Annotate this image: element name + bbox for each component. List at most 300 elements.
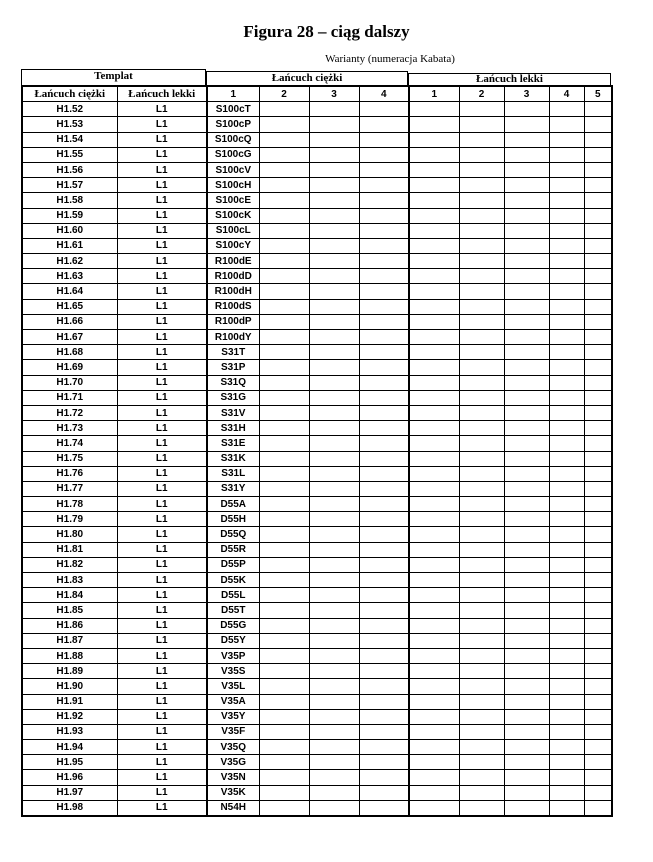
table-row [22, 117, 612, 132]
table-row [22, 694, 612, 709]
empty-variant-cell [259, 117, 309, 132]
empty-variant-cell [584, 208, 612, 223]
template-group-label: Templat [94, 70, 133, 82]
empty-variant-cell [504, 451, 549, 466]
empty-variant-cell [409, 557, 459, 572]
empty-variant-cell [504, 390, 549, 405]
empty-variant-cell [504, 360, 549, 375]
heavy-variant-1-cell: S31H [207, 421, 259, 436]
empty-variant-cell [584, 360, 612, 375]
empty-variant-cell [309, 740, 359, 755]
empty-variant-cell [584, 162, 612, 177]
empty-variant-cell [584, 299, 612, 314]
empty-variant-cell [549, 679, 584, 694]
empty-variant-cell [459, 436, 504, 451]
heavy-chain-template-cell: H1.53 [22, 117, 117, 132]
empty-variant-cell [504, 269, 549, 284]
table-row [22, 679, 612, 694]
empty-variant-cell [504, 512, 549, 527]
heavy-chain-template-cell: H1.91 [22, 694, 117, 709]
empty-variant-cell [309, 785, 359, 800]
empty-variant-cell [504, 405, 549, 420]
heavy-variant-1-cell: R100dP [207, 314, 259, 329]
column-header-heavy-2: 2 [259, 86, 309, 102]
empty-variant-cell [259, 481, 309, 496]
empty-variant-cell [259, 193, 309, 208]
empty-variant-cell [259, 132, 309, 147]
light-chain-template-cell: L1 [117, 664, 207, 679]
empty-variant-cell [459, 573, 504, 588]
heavy-chain-template-cell: H1.72 [22, 405, 117, 420]
light-chain-template-cell: L1 [117, 132, 207, 147]
empty-variant-cell [549, 755, 584, 770]
empty-variant-cell [584, 740, 612, 755]
empty-variant-cell [359, 436, 409, 451]
empty-variant-cell [409, 740, 459, 755]
empty-variant-cell [459, 588, 504, 603]
empty-variant-cell [459, 451, 504, 466]
empty-variant-cell [549, 330, 584, 345]
empty-variant-cell [359, 785, 409, 800]
empty-variant-cell [359, 481, 409, 496]
empty-variant-cell [409, 299, 459, 314]
empty-variant-cell [549, 512, 584, 527]
empty-variant-cell [309, 284, 359, 299]
heavy-chain-template-cell: H1.73 [22, 421, 117, 436]
empty-variant-cell [259, 694, 309, 709]
empty-variant-cell [309, 193, 359, 208]
heavy-variant-1-cell: R100dY [207, 330, 259, 345]
empty-variant-cell [359, 527, 409, 542]
empty-variant-cell [549, 117, 584, 132]
empty-variant-cell [309, 345, 359, 360]
empty-variant-cell [309, 648, 359, 663]
heavy-variant-1-cell: S31G [207, 390, 259, 405]
heavy-variant-1-cell: V35F [207, 724, 259, 739]
empty-variant-cell [459, 542, 504, 557]
empty-variant-cell [309, 618, 359, 633]
empty-variant-cell [459, 147, 504, 162]
empty-variant-cell [584, 193, 612, 208]
variants-caption: Warianty (numeracja Kabata) [325, 53, 455, 65]
empty-variant-cell [409, 436, 459, 451]
table-row [22, 542, 612, 557]
empty-variant-cell [359, 178, 409, 193]
empty-variant-cell [309, 208, 359, 223]
empty-variant-cell [584, 481, 612, 496]
empty-variant-cell [504, 223, 549, 238]
empty-variant-cell [409, 497, 459, 512]
empty-variant-cell [459, 664, 504, 679]
empty-variant-cell [504, 770, 549, 785]
table-row [22, 800, 612, 816]
empty-variant-cell [549, 664, 584, 679]
empty-variant-cell [459, 269, 504, 284]
empty-variant-cell [259, 466, 309, 481]
empty-variant-cell [549, 162, 584, 177]
empty-variant-cell [584, 375, 612, 390]
empty-variant-cell [504, 557, 549, 572]
empty-variant-cell [259, 724, 309, 739]
heavy-chain-template-cell: H1.86 [22, 618, 117, 633]
empty-variant-cell [459, 421, 504, 436]
empty-variant-cell [504, 284, 549, 299]
heavy-chain-template-cell: H1.77 [22, 481, 117, 496]
heavy-chain-template-cell: H1.83 [22, 573, 117, 588]
empty-variant-cell [409, 633, 459, 648]
empty-variant-cell [309, 269, 359, 284]
light-chain-template-cell: L1 [117, 390, 207, 405]
table-row [22, 557, 612, 572]
heavy-variant-1-cell: S31E [207, 436, 259, 451]
empty-variant-cell [459, 527, 504, 542]
heavy-variant-1-cell: R100dE [207, 254, 259, 269]
empty-variant-cell [359, 421, 409, 436]
empty-variant-cell [459, 284, 504, 299]
empty-variant-cell [309, 573, 359, 588]
column-header-heavy-4: 4 [359, 86, 409, 102]
heavy-variant-1-cell: D55Q [207, 527, 259, 542]
empty-variant-cell [359, 162, 409, 177]
empty-variant-cell [259, 147, 309, 162]
empty-variant-cell [259, 664, 309, 679]
empty-variant-cell [259, 557, 309, 572]
empty-variant-cell [549, 254, 584, 269]
empty-variant-cell [504, 132, 549, 147]
empty-variant-cell [549, 724, 584, 739]
empty-variant-cell [309, 147, 359, 162]
empty-variant-cell [549, 208, 584, 223]
table-row [22, 724, 612, 739]
empty-variant-cell [409, 481, 459, 496]
empty-variant-cell [504, 345, 549, 360]
empty-variant-cell [459, 132, 504, 147]
empty-variant-cell [549, 284, 584, 299]
heavy-chain-template-cell: H1.70 [22, 375, 117, 390]
empty-variant-cell [459, 633, 504, 648]
heavy-chain-template-cell: H1.64 [22, 284, 117, 299]
heavy-variant-1-cell: D55Y [207, 633, 259, 648]
empty-variant-cell [309, 633, 359, 648]
empty-variant-cell [504, 330, 549, 345]
empty-variant-cell [409, 375, 459, 390]
empty-variant-cell [584, 770, 612, 785]
empty-variant-cell [584, 512, 612, 527]
heavy-chain-template-cell: H1.92 [22, 709, 117, 724]
empty-variant-cell [409, 618, 459, 633]
empty-variant-cell [359, 770, 409, 785]
empty-variant-cell [504, 679, 549, 694]
empty-variant-cell [459, 178, 504, 193]
heavy-chain-template-cell: H1.80 [22, 527, 117, 542]
heavy-variant-1-cell: S100cQ [207, 132, 259, 147]
light-chain-template-cell: L1 [117, 314, 207, 329]
empty-variant-cell [309, 405, 359, 420]
empty-variant-cell [549, 785, 584, 800]
table-row [22, 178, 612, 193]
empty-variant-cell [409, 664, 459, 679]
heavy-chain-template-cell: H1.85 [22, 603, 117, 618]
empty-variant-cell [259, 451, 309, 466]
empty-variant-cell [309, 557, 359, 572]
empty-variant-cell [359, 709, 409, 724]
light-chain-template-cell: L1 [117, 800, 207, 816]
heavy-variant-1-cell: V35L [207, 679, 259, 694]
table-row [22, 436, 612, 451]
empty-variant-cell [359, 223, 409, 238]
empty-variant-cell [359, 330, 409, 345]
empty-variant-cell [459, 405, 504, 420]
empty-variant-cell [504, 664, 549, 679]
empty-variant-cell [409, 330, 459, 345]
light-chain-template-cell: L1 [117, 633, 207, 648]
heavy-chain-template-cell: H1.81 [22, 542, 117, 557]
empty-variant-cell [309, 102, 359, 117]
heavy-variant-1-cell: S31P [207, 360, 259, 375]
empty-variant-cell [584, 132, 612, 147]
empty-variant-cell [504, 542, 549, 557]
empty-variant-cell [549, 633, 584, 648]
light-chain-template-cell: L1 [117, 785, 207, 800]
empty-variant-cell [359, 542, 409, 557]
heavy-chain-template-cell: H1.87 [22, 633, 117, 648]
empty-variant-cell [409, 724, 459, 739]
empty-variant-cell [409, 694, 459, 709]
heavy-variant-1-cell: V35Q [207, 740, 259, 755]
light-chain-template-cell: L1 [117, 421, 207, 436]
empty-variant-cell [504, 238, 549, 253]
empty-variant-cell [584, 390, 612, 405]
table-row [22, 299, 612, 314]
empty-variant-cell [359, 132, 409, 147]
heavy-chain-template-cell: H1.74 [22, 436, 117, 451]
empty-variant-cell [409, 132, 459, 147]
empty-variant-cell [409, 208, 459, 223]
empty-variant-cell [549, 588, 584, 603]
empty-variant-cell [259, 314, 309, 329]
empty-variant-cell [409, 755, 459, 770]
light-chain-template-cell: L1 [117, 497, 207, 512]
heavy-variant-1-cell: S100cE [207, 193, 259, 208]
empty-variant-cell [309, 679, 359, 694]
empty-variant-cell [549, 573, 584, 588]
heavy-variant-1-cell: S100cL [207, 223, 259, 238]
empty-variant-cell [359, 299, 409, 314]
table-row [22, 405, 612, 420]
light-chain-template-cell: L1 [117, 694, 207, 709]
empty-variant-cell [259, 208, 309, 223]
light-chain-template-cell: L1 [117, 770, 207, 785]
light-chain-template-cell: L1 [117, 557, 207, 572]
empty-variant-cell [409, 451, 459, 466]
empty-variant-cell [459, 254, 504, 269]
empty-variant-cell [409, 542, 459, 557]
heavy-chain-template-cell: H1.56 [22, 162, 117, 177]
light-chain-template-cell: L1 [117, 527, 207, 542]
light-chain-template-cell: L1 [117, 588, 207, 603]
empty-variant-cell [309, 436, 359, 451]
empty-variant-cell [459, 330, 504, 345]
empty-variant-cell [584, 102, 612, 117]
heavy-variant-1-cell: D55T [207, 603, 259, 618]
empty-variant-cell [459, 360, 504, 375]
empty-variant-cell [459, 724, 504, 739]
table-row [22, 193, 612, 208]
heavy-chain-template-cell: H1.65 [22, 299, 117, 314]
table-row [22, 466, 612, 481]
empty-variant-cell [259, 436, 309, 451]
empty-variant-cell [259, 375, 309, 390]
heavy-chain-template-cell: H1.57 [22, 178, 117, 193]
table-row [22, 755, 612, 770]
light-chain-template-cell: L1 [117, 330, 207, 345]
empty-variant-cell [359, 314, 409, 329]
empty-variant-cell [549, 466, 584, 481]
light-chain-template-cell: L1 [117, 679, 207, 694]
empty-variant-cell [459, 679, 504, 694]
empty-variant-cell [409, 238, 459, 253]
empty-variant-cell [409, 466, 459, 481]
empty-variant-cell [409, 648, 459, 663]
empty-variant-cell [259, 421, 309, 436]
heavy-chain-template-cell: H1.76 [22, 466, 117, 481]
table-row [22, 603, 612, 618]
empty-variant-cell [584, 254, 612, 269]
column-header-light-chain: Łańcuch lekki [117, 86, 207, 102]
empty-variant-cell [309, 800, 359, 816]
empty-variant-cell [259, 618, 309, 633]
empty-variant-cell [259, 679, 309, 694]
empty-variant-cell [259, 102, 309, 117]
empty-variant-cell [584, 724, 612, 739]
heavy-variant-1-cell: S31Q [207, 375, 259, 390]
empty-variant-cell [259, 800, 309, 816]
empty-variant-cell [549, 405, 584, 420]
table-row [22, 709, 612, 724]
heavy-chain-template-cell: H1.96 [22, 770, 117, 785]
empty-variant-cell [309, 466, 359, 481]
light-chain-template-cell: L1 [117, 618, 207, 633]
empty-variant-cell [584, 800, 612, 816]
empty-variant-cell [359, 390, 409, 405]
table-row [22, 375, 612, 390]
light-chain-template-cell: L1 [117, 648, 207, 663]
empty-variant-cell [459, 618, 504, 633]
empty-variant-cell [259, 740, 309, 755]
empty-variant-cell [259, 254, 309, 269]
heavy-variant-1-cell: S31V [207, 405, 259, 420]
heavy-chain-template-cell: H1.98 [22, 800, 117, 816]
empty-variant-cell [359, 208, 409, 223]
heavy-chain-template-cell: H1.93 [22, 724, 117, 739]
empty-variant-cell [409, 345, 459, 360]
empty-variant-cell [259, 299, 309, 314]
empty-variant-cell [459, 648, 504, 663]
heavy-variant-1-cell: D55A [207, 497, 259, 512]
empty-variant-cell [549, 527, 584, 542]
empty-variant-cell [359, 102, 409, 117]
light-chain-group-label: Łańcuch lekki [476, 73, 543, 85]
heavy-variant-1-cell: R100dH [207, 284, 259, 299]
empty-variant-cell [504, 633, 549, 648]
empty-variant-cell [359, 588, 409, 603]
empty-variant-cell [504, 497, 549, 512]
empty-variant-cell [459, 740, 504, 755]
empty-variant-cell [409, 254, 459, 269]
empty-variant-cell [549, 390, 584, 405]
heavy-variant-1-cell: V35K [207, 785, 259, 800]
light-chain-template-cell: L1 [117, 481, 207, 496]
empty-variant-cell [259, 390, 309, 405]
empty-variant-cell [309, 724, 359, 739]
empty-variant-cell [309, 117, 359, 132]
empty-variant-cell [309, 254, 359, 269]
light-chain-template-cell: L1 [117, 147, 207, 162]
empty-variant-cell [549, 648, 584, 663]
empty-variant-cell [409, 360, 459, 375]
empty-variant-cell [309, 709, 359, 724]
heavy-chain-template-cell: H1.62 [22, 254, 117, 269]
empty-variant-cell [549, 770, 584, 785]
empty-variant-cell [359, 664, 409, 679]
empty-variant-cell [259, 330, 309, 345]
empty-variant-cell [459, 193, 504, 208]
empty-variant-cell [309, 238, 359, 253]
table-row [22, 162, 612, 177]
empty-variant-cell [459, 162, 504, 177]
table-row [22, 284, 612, 299]
empty-variant-cell [309, 421, 359, 436]
empty-variant-cell [259, 770, 309, 785]
empty-variant-cell [409, 770, 459, 785]
empty-variant-cell [459, 603, 504, 618]
table-row [22, 390, 612, 405]
empty-variant-cell [359, 512, 409, 527]
column-header-light-3: 3 [504, 86, 549, 102]
table-row [22, 102, 612, 117]
empty-variant-cell [504, 162, 549, 177]
empty-variant-cell [459, 709, 504, 724]
table-row [22, 238, 612, 253]
column-header-light-2: 2 [459, 86, 504, 102]
empty-variant-cell [409, 405, 459, 420]
empty-variant-cell [549, 314, 584, 329]
column-header-row [22, 86, 612, 102]
empty-variant-cell [504, 421, 549, 436]
empty-variant-cell [549, 102, 584, 117]
empty-variant-cell [459, 223, 504, 238]
empty-variant-cell [259, 178, 309, 193]
empty-variant-cell [584, 178, 612, 193]
empty-variant-cell [359, 147, 409, 162]
empty-variant-cell [259, 527, 309, 542]
heavy-variant-1-cell: S100cV [207, 162, 259, 177]
empty-variant-cell [359, 497, 409, 512]
empty-variant-cell [459, 466, 504, 481]
column-header-light-5: 5 [584, 86, 612, 102]
empty-variant-cell [459, 497, 504, 512]
empty-variant-cell [584, 330, 612, 345]
empty-variant-cell [309, 132, 359, 147]
empty-variant-cell [309, 497, 359, 512]
empty-variant-cell [584, 588, 612, 603]
empty-variant-cell [549, 147, 584, 162]
heavy-variant-1-cell: R100dD [207, 269, 259, 284]
light-chain-template-cell: L1 [117, 117, 207, 132]
heavy-variant-1-cell: D55R [207, 542, 259, 557]
empty-variant-cell [409, 102, 459, 117]
empty-variant-cell [359, 466, 409, 481]
